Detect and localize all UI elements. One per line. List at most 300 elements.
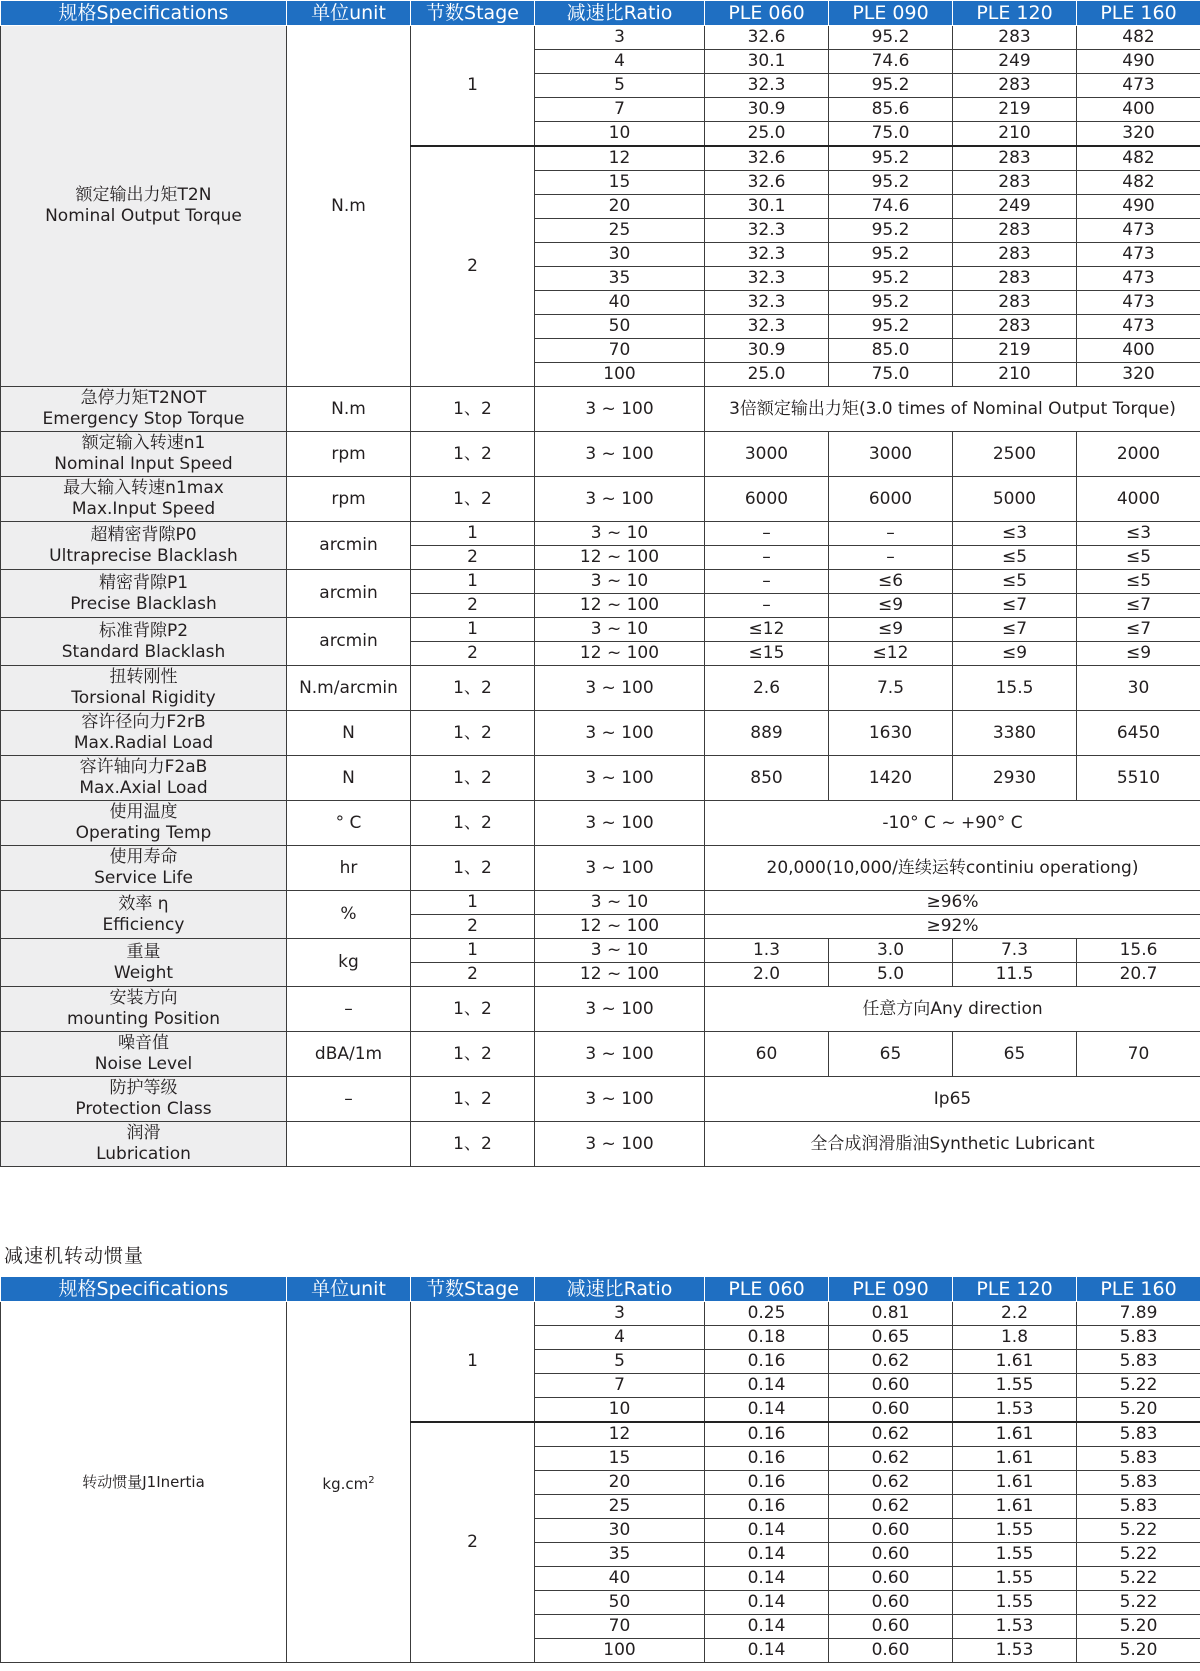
value-ple160: 6450 [1077, 711, 1200, 756]
value-ple090: 0.62 [829, 1422, 953, 1447]
value-ple120: 249 [953, 195, 1077, 219]
value-ple090: 0.62 [829, 1471, 953, 1495]
spec-label [1, 1122, 287, 1167]
value-ple090: 0.60 [829, 1543, 953, 1567]
value-ple090: 7.5 [829, 666, 953, 711]
value-ple120: 283 [953, 219, 1077, 243]
ratio-cell: 15 [535, 171, 705, 195]
table-row [1, 26, 1200, 50]
value-ple120: 210 [953, 122, 1077, 147]
merged-value: ≥96% [705, 891, 1200, 915]
value-ple120: ≤7 [953, 594, 1077, 618]
value-ple120: 3380 [953, 711, 1077, 756]
value-ple060: 0.16 [705, 1447, 829, 1471]
unit-cell: arcmin [287, 570, 411, 618]
value-ple060: ≤15 [705, 642, 829, 666]
unit-cell: N.m [287, 26, 411, 387]
table-row [1, 846, 1200, 891]
table-row [1, 387, 1200, 432]
unit-line-1: N.m [299, 677, 334, 698]
spec-label-cn: 标准背隙P2 [98, 620, 189, 641]
ratio-cell: 12 ~ 100 [535, 963, 705, 987]
stage-cell: 1、2 [411, 711, 535, 756]
spec-label-en: Nominal Output Torque [45, 206, 242, 226]
value-ple060: – [705, 570, 829, 594]
merged-value-en: (3.0 times of Nominal Output Torque) [858, 398, 1176, 419]
value-ple060: 0.14 [705, 1374, 829, 1398]
value-ple120: 1.61 [953, 1471, 1077, 1495]
value-ple160: 400 [1077, 98, 1200, 122]
table-row [1, 756, 1200, 801]
value-ple160: 5.22 [1077, 1543, 1200, 1567]
merged-value-en: Synthetic Lubricant [929, 1133, 1095, 1154]
stage-cell: 1、2 [411, 801, 535, 846]
ratio-cell: 35 [535, 1543, 705, 1567]
value-ple090: 3.0 [829, 939, 953, 963]
ratio-cell: 7 [535, 98, 705, 122]
spec-label [1, 26, 287, 387]
ratio-cell: 3 ~ 10 [535, 939, 705, 963]
value-ple090: ≤6 [829, 570, 953, 594]
merged-value [705, 1122, 1200, 1167]
ratio-cell: 15 [535, 1447, 705, 1471]
header-stage: 节数Stage [411, 1277, 535, 1302]
value-ple160: 473 [1077, 74, 1200, 98]
spec-label-en: Operating Temp [75, 823, 212, 843]
spec-label-en: Nominal Input Speed [54, 454, 233, 474]
ratio-cell: 25 [535, 1495, 705, 1519]
value-ple090: 0.65 [829, 1326, 953, 1350]
value-ple060: 0.14 [705, 1567, 829, 1591]
value-ple060: 0.14 [705, 1591, 829, 1615]
value-ple160: 5.83 [1077, 1471, 1200, 1495]
header-unit: 单位unit [287, 1, 411, 26]
value-ple160: ≤7 [1077, 618, 1200, 642]
merged-value-cn: 3倍额定输出力矩 [729, 398, 859, 419]
spec-label [1, 618, 287, 666]
table-row [1, 891, 1200, 915]
spec-label [1, 846, 287, 891]
value-ple060: 0.14 [705, 1543, 829, 1567]
spec-label [1, 1302, 287, 1663]
value-ple120: ≤3 [953, 522, 1077, 546]
value-ple120: 1.8 [953, 1326, 1077, 1350]
stage-cell: 2 [411, 1422, 535, 1663]
value-ple160: 4000 [1077, 477, 1200, 522]
value-ple060: 25.0 [705, 363, 829, 387]
spec-label-en: Max.Radial Load [73, 733, 214, 753]
value-ple120: 7.3 [953, 939, 1077, 963]
table-row [1, 522, 1200, 546]
header-ple060: PLE 060 [705, 1, 829, 26]
table-row [1, 987, 1200, 1032]
value-ple060: 32.3 [705, 291, 829, 315]
value-ple090: 95.2 [829, 171, 953, 195]
value-ple120: ≤9 [953, 642, 1077, 666]
header-spec: 规格Specifications [1, 1, 287, 26]
table-row [1, 711, 1200, 756]
value-ple120: 15.5 [953, 666, 1077, 711]
value-ple160: 490 [1077, 195, 1200, 219]
value-ple160: ≤3 [1077, 522, 1200, 546]
value-ple160: 15.6 [1077, 939, 1200, 963]
ratio-cell: 30 [535, 1519, 705, 1543]
stage-cell: 1 [411, 570, 535, 594]
value-ple160: 473 [1077, 315, 1200, 339]
value-ple160: 5.20 [1077, 1398, 1200, 1423]
table-row [1, 1302, 1200, 1326]
value-ple060: 0.16 [705, 1422, 829, 1447]
ratio-cell: 3 ~ 100 [535, 1077, 705, 1122]
value-ple060: 0.14 [705, 1519, 829, 1543]
spec-label-cn: 最大输入转速n1max [63, 478, 224, 498]
spec-label-en: Precise Blacklash [70, 593, 217, 614]
value-ple120: 283 [953, 315, 1077, 339]
spec-label-cn: 转动惯量J1 [82, 1472, 157, 1491]
spec-label-cn: 精密背隙P1 [98, 572, 189, 593]
ratio-cell: 3 ~ 100 [535, 1122, 705, 1167]
value-ple090: 85.0 [829, 339, 953, 363]
table-row [1, 618, 1200, 642]
value-ple060: 6000 [705, 477, 829, 522]
merged-value [705, 987, 1200, 1032]
value-ple160: 5.83 [1077, 1350, 1200, 1374]
value-ple090: 3000 [829, 432, 953, 477]
header-ratio: 减速比Ratio [535, 1277, 705, 1302]
unit-cell: N [287, 756, 411, 801]
value-ple090: 0.60 [829, 1591, 953, 1615]
unit-cell: N.m [287, 387, 411, 432]
ratio-cell: 3 ~ 10 [535, 891, 705, 915]
value-ple060: 0.16 [705, 1350, 829, 1374]
spec-label-cn: 润滑 [126, 1123, 161, 1143]
header-row [1, 1277, 1200, 1302]
unit-cell [287, 666, 411, 711]
spec-label-en: Max.Axial Load [79, 778, 208, 798]
stage-cell: 1、2 [411, 432, 535, 477]
spec-label [1, 801, 287, 846]
ratio-cell: 3 ~ 100 [535, 711, 705, 756]
value-ple120: ≤5 [953, 546, 1077, 570]
stage-cell: 1、2 [411, 477, 535, 522]
spec-label [1, 477, 287, 522]
value-ple060: 32.3 [705, 219, 829, 243]
stage-cell: 1、2 [411, 1077, 535, 1122]
spec-label-en: Protection Class [75, 1099, 212, 1119]
value-ple060: 32.6 [705, 146, 829, 171]
ratio-cell: 3 ~ 100 [535, 387, 705, 432]
spec-label-en: Weight [113, 962, 174, 983]
value-ple120: 1.55 [953, 1519, 1077, 1543]
ratio-cell: 10 [535, 122, 705, 147]
value-ple090: 74.6 [829, 195, 953, 219]
value-ple120: 1.53 [953, 1639, 1077, 1663]
value-ple160: 473 [1077, 219, 1200, 243]
table-row [1, 801, 1200, 846]
value-ple090: – [829, 546, 953, 570]
value-ple120: 283 [953, 171, 1077, 195]
spec-label-cn: 扭转刚性 [109, 667, 178, 687]
ratio-cell: 30 [535, 243, 705, 267]
header-ple060: PLE 060 [705, 1277, 829, 1302]
value-ple060: 2.6 [705, 666, 829, 711]
value-ple090: 95.2 [829, 146, 953, 171]
spec-label-cn: 防护等级 [109, 1078, 178, 1098]
value-ple090: 95.2 [829, 219, 953, 243]
ratio-cell: 10 [535, 1398, 705, 1423]
ratio-cell: 4 [535, 50, 705, 74]
value-ple090: 74.6 [829, 50, 953, 74]
value-ple060: 60 [705, 1032, 829, 1077]
ratio-cell: 40 [535, 291, 705, 315]
value-ple060: 0.16 [705, 1471, 829, 1495]
value-ple090: 0.60 [829, 1639, 953, 1663]
value-ple090: 1420 [829, 756, 953, 801]
ratio-cell: 20 [535, 1471, 705, 1495]
value-ple060: 25.0 [705, 122, 829, 147]
value-ple090: 95.2 [829, 291, 953, 315]
value-ple090: 0.60 [829, 1398, 953, 1423]
value-ple090: 95.2 [829, 315, 953, 339]
ratio-cell: 3 ~ 10 [535, 522, 705, 546]
ratio-cell: 3 [535, 26, 705, 50]
ratio-cell: 7 [535, 1374, 705, 1398]
ratio-cell: 12 ~ 100 [535, 642, 705, 666]
ratio-cell: 100 [535, 1639, 705, 1663]
inertia-section-title: 减速机转动惯量 [4, 1245, 145, 1267]
value-ple090: 0.62 [829, 1350, 953, 1374]
unit-text: kg.cm [322, 1474, 369, 1493]
merged-value-cn: 任意方向 [862, 998, 931, 1019]
value-ple160: 2000 [1077, 432, 1200, 477]
unit-cell: arcmin [287, 618, 411, 666]
value-ple120: 11.5 [953, 963, 1077, 987]
ratio-cell: 12 ~ 100 [535, 546, 705, 570]
value-ple060: 32.6 [705, 171, 829, 195]
stage-cell: 2 [411, 146, 535, 387]
value-ple120: 1.61 [953, 1422, 1077, 1447]
spec-label-cn: 效率 η [118, 893, 169, 914]
value-ple160: 5.22 [1077, 1567, 1200, 1591]
spec-label-cn: 超精密背隙P0 [90, 524, 197, 545]
table-row [1, 666, 1200, 711]
value-ple120: 5000 [953, 477, 1077, 522]
value-ple120: 1.61 [953, 1495, 1077, 1519]
value-ple120: 1.53 [953, 1398, 1077, 1423]
stage-cell: 1 [411, 26, 535, 147]
unit-line-2: /arcmin [333, 677, 398, 698]
spec-label-en: Efficiency [102, 914, 185, 935]
value-ple120: 2500 [953, 432, 1077, 477]
spec-label-cn: 额定输入转速n1 [81, 433, 206, 453]
value-ple090: 6000 [829, 477, 953, 522]
spec-label-en: Emergency Stop Torque [42, 409, 245, 429]
ratio-cell: 12 [535, 1422, 705, 1447]
spec-label-en: Inertia [156, 1472, 205, 1491]
value-ple160: 400 [1077, 339, 1200, 363]
header-ple120: PLE 120 [953, 1277, 1077, 1302]
value-ple060: – [705, 594, 829, 618]
value-ple120: 2930 [953, 756, 1077, 801]
header-spec: 规格Specifications [1, 1277, 287, 1302]
ratio-cell: 35 [535, 267, 705, 291]
spec-label [1, 891, 287, 939]
unit-cell: dBA/1m [287, 1032, 411, 1077]
value-ple060: 30.1 [705, 195, 829, 219]
value-ple120: 283 [953, 291, 1077, 315]
value-ple160: 5.83 [1077, 1422, 1200, 1447]
stage-cell: 2 [411, 642, 535, 666]
spec-label [1, 711, 287, 756]
value-ple090: 0.60 [829, 1519, 953, 1543]
unit-cell: N [287, 711, 411, 756]
value-ple120: 1.55 [953, 1543, 1077, 1567]
spec-label-en: mounting Position [66, 1009, 221, 1029]
value-ple060: ≤12 [705, 618, 829, 642]
stage-cell: 1、2 [411, 387, 535, 432]
value-ple120: 1.61 [953, 1350, 1077, 1374]
value-ple160: 5.83 [1077, 1495, 1200, 1519]
table-row [1, 570, 1200, 594]
value-ple090: – [829, 522, 953, 546]
ratio-cell: 4 [535, 1326, 705, 1350]
value-ple160: 5510 [1077, 756, 1200, 801]
header-ratio: 减速比Ratio [535, 1, 705, 26]
header-ple160: PLE 160 [1077, 1277, 1200, 1302]
ratio-cell: 3 ~ 100 [535, 801, 705, 846]
merged-value-en: Any direction [930, 998, 1043, 1019]
value-ple120: 283 [953, 146, 1077, 171]
value-ple120: 65 [953, 1032, 1077, 1077]
value-ple090: 0.81 [829, 1302, 953, 1326]
spec-label-cn: 安装方向 [109, 988, 178, 1008]
spec-label [1, 987, 287, 1032]
spec-label-cn: 使用温度 [109, 802, 178, 822]
unit-superscript: 2 [368, 1474, 375, 1486]
ratio-cell: 25 [535, 219, 705, 243]
value-ple120: 283 [953, 267, 1077, 291]
stage-cell: 1 [411, 522, 535, 546]
value-ple160: ≤5 [1077, 546, 1200, 570]
merged-value: Ip65 [705, 1077, 1200, 1122]
table-row [1, 1122, 1200, 1167]
table-row [1, 939, 1200, 963]
spec-label-cn: 使用寿命 [109, 847, 178, 867]
header-ple090: PLE 090 [829, 1277, 953, 1302]
table-row [1, 432, 1200, 477]
ratio-cell: 5 [535, 74, 705, 98]
value-ple160: 5.22 [1077, 1591, 1200, 1615]
spec-label [1, 1077, 287, 1122]
value-ple160: 482 [1077, 26, 1200, 50]
value-ple090: 0.62 [829, 1495, 953, 1519]
ratio-cell: 40 [535, 1567, 705, 1591]
spec-label-cn: 容许轴向力F2aB [79, 757, 208, 777]
value-ple060: 32.6 [705, 26, 829, 50]
value-ple090: 95.2 [829, 26, 953, 50]
value-ple090: 0.60 [829, 1615, 953, 1639]
value-ple160: 473 [1077, 291, 1200, 315]
value-ple060: 0.25 [705, 1302, 829, 1326]
value-ple120: 219 [953, 98, 1077, 122]
value-ple090: 65 [829, 1032, 953, 1077]
value-ple120: ≤5 [953, 570, 1077, 594]
spec-label [1, 756, 287, 801]
spec-label-cn: 额定输出力矩T2N [75, 185, 212, 205]
value-ple120: 1.55 [953, 1567, 1077, 1591]
unit-cell: rpm [287, 432, 411, 477]
unit-cell: hr [287, 846, 411, 891]
unit-cell: – [287, 987, 411, 1032]
value-ple160: 70 [1077, 1032, 1200, 1077]
spec-label-en: Lubrication [96, 1144, 191, 1164]
value-ple120: 283 [953, 243, 1077, 267]
value-ple060: 889 [705, 711, 829, 756]
spec-label [1, 939, 287, 987]
spec-label-en: Max.Input Speed [71, 499, 216, 519]
value-ple160: 320 [1077, 122, 1200, 147]
value-ple060: – [705, 546, 829, 570]
value-ple060: 32.3 [705, 243, 829, 267]
stage-cell: 1、2 [411, 666, 535, 711]
value-ple160: 5.83 [1077, 1447, 1200, 1471]
merged-value [705, 846, 1200, 891]
value-ple160: 5.20 [1077, 1615, 1200, 1639]
value-ple160: 5.22 [1077, 1519, 1200, 1543]
value-ple060: 0.14 [705, 1398, 829, 1423]
stage-cell: 2 [411, 963, 535, 987]
ratio-cell: 3 [535, 1302, 705, 1326]
value-ple060: 32.3 [705, 315, 829, 339]
value-ple160: 490 [1077, 50, 1200, 74]
ratio-cell: 3 ~ 100 [535, 432, 705, 477]
stage-cell: 1 [411, 891, 535, 915]
value-ple090: ≤9 [829, 594, 953, 618]
value-ple060: 1.3 [705, 939, 829, 963]
ratio-cell: 20 [535, 195, 705, 219]
value-ple090: 75.0 [829, 122, 953, 147]
header-row [1, 1, 1200, 26]
value-ple120: 283 [953, 26, 1077, 50]
value-ple160: ≤9 [1077, 642, 1200, 666]
value-ple090: 95.2 [829, 74, 953, 98]
value-ple120: 2.2 [953, 1302, 1077, 1326]
value-ple060: 30.1 [705, 50, 829, 74]
spec-label [1, 522, 287, 570]
ratio-cell: 100 [535, 363, 705, 387]
value-ple090: 5.0 [829, 963, 953, 987]
unit-cell: kg [287, 939, 411, 987]
merged-value [705, 387, 1200, 432]
spec-label [1, 666, 287, 711]
spec-label-cn: 容许径向力F2rB [81, 712, 206, 732]
stage-cell: 1、2 [411, 1032, 535, 1077]
value-ple160: ≤7 [1077, 594, 1200, 618]
stage-cell: 1 [411, 939, 535, 963]
ratio-cell: 3 ~ 10 [535, 570, 705, 594]
ratio-cell: 70 [535, 339, 705, 363]
value-ple060: – [705, 522, 829, 546]
value-ple060: 850 [705, 756, 829, 801]
value-ple160: 482 [1077, 146, 1200, 171]
unit-cell: % [287, 891, 411, 939]
value-ple060: 0.18 [705, 1326, 829, 1350]
value-ple060: 30.9 [705, 98, 829, 122]
merged-value: ≥92% [705, 915, 1200, 939]
inertia-table [0, 1276, 1200, 1663]
stage-cell: 2 [411, 546, 535, 570]
unit-cell [287, 1302, 411, 1663]
